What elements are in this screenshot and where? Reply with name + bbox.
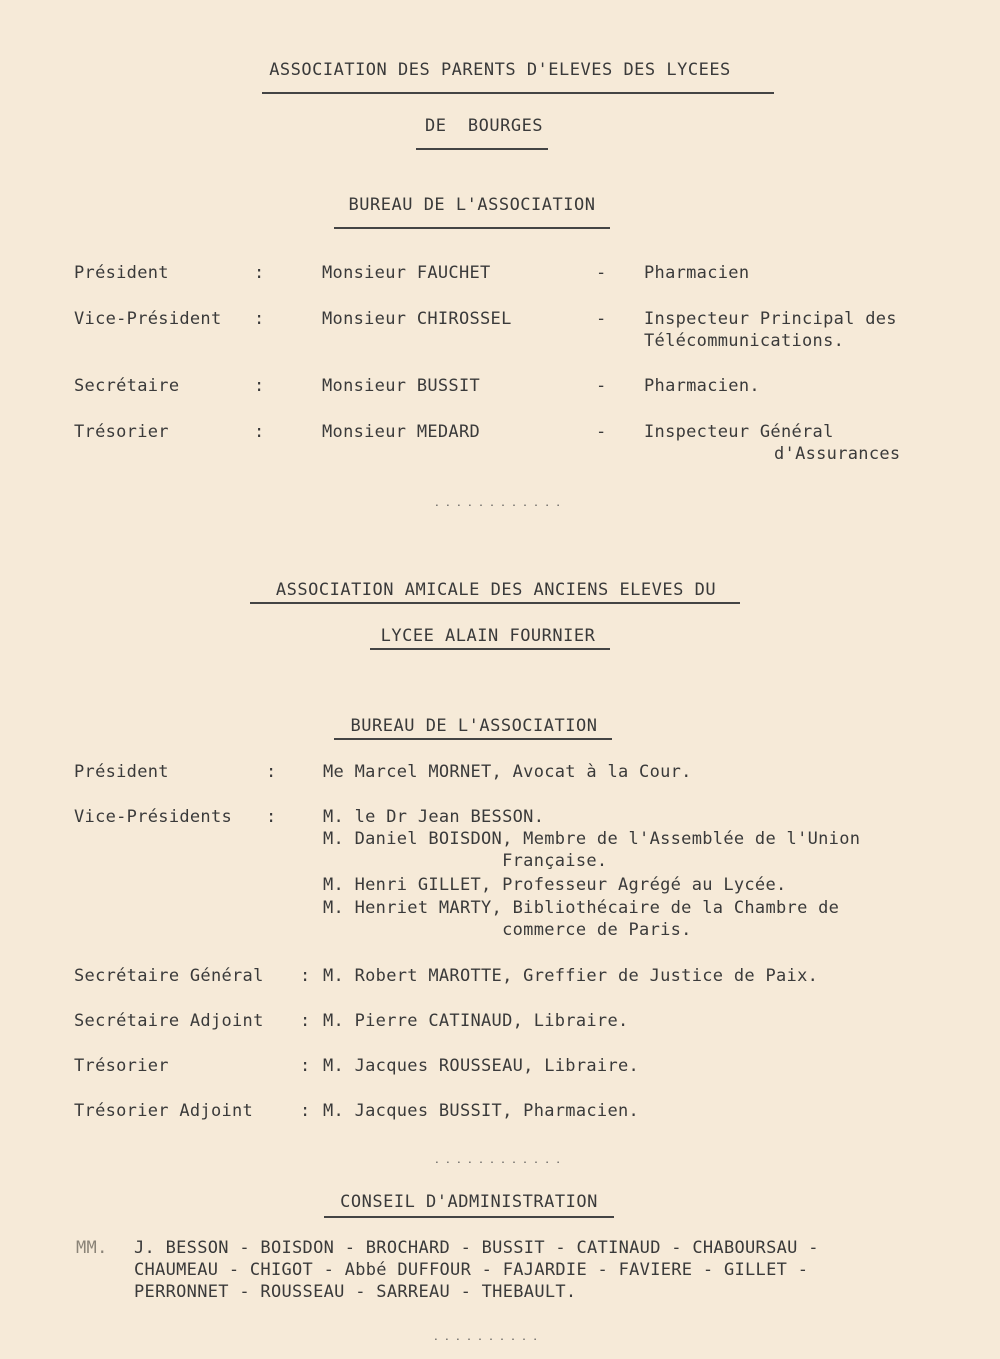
section1-subtitle-rule [334,227,610,229]
member-line: Me Marcel MORNET, Avocat à la Cour. [323,762,692,782]
separator: : [254,263,265,283]
dash: - [596,422,607,442]
member-line: M. Jacques ROUSSEAU, Libraire. [323,1056,640,1076]
profession-cont: d'Assurances [774,444,901,464]
section3-title: CONSEIL D'ADMINISTRATION [340,1192,598,1212]
section2-title-rule [250,602,740,604]
member-name: Monsieur CHIROSSEL [322,309,512,329]
role-label: Vice-Présidents [74,807,233,827]
role-label: Secrétaire [74,376,180,396]
dash: - [596,263,607,283]
member-line: M. Henri GILLET, Professeur Agrégé au Lycée. [323,875,787,895]
member-line: M. Daniel BOISDON, Membre de l'Assemblée de l'Union [323,829,861,849]
member-name: Monsieur FAUCHET [322,263,491,283]
section3-title-rule [324,1216,614,1218]
member-line: M. Jacques BUSSIT, Pharmacien. [323,1101,640,1121]
dash: - [596,376,607,396]
section2-separator-dots: ............ [433,1155,567,1166]
separator: : [300,1011,311,1031]
section1-subtitle: BUREAU DE L'ASSOCIATION [348,195,596,215]
section2-title-line2: LYCEE ALAIN FOURNIER [380,626,596,646]
member-line: M. Henriet MARTY, Bibliothécaire de la Chambre de [323,898,840,918]
member-line: M. Pierre CATINAUD, Libraire. [323,1011,629,1031]
section1-line2-rule [416,148,548,150]
profession-cont: Télécommunications. [644,331,845,351]
separator: : [300,1056,311,1076]
role-label: Secrétaire Adjoint [74,1011,264,1031]
role-label: Président [74,762,169,782]
section2-title-line1: ASSOCIATION AMICALE DES ANCIENS ELEVES DU [275,580,717,600]
section1-title-line2: DE BOURGES [424,116,544,136]
council-prefix: MM. [76,1238,108,1258]
section2-subtitle: BUREAU DE L'ASSOCIATION [350,716,598,736]
profession: Inspecteur Général [644,422,834,442]
council-line: CHAUMEAU - CHIGOT - Abbé DUFFOUR - FAJARDIE - FAVIERE - GILLET - [134,1260,809,1280]
council-line: PERRONNET - ROUSSEAU - SARREAU - THEBAULT. [134,1282,577,1302]
profession: Pharmacien [644,263,750,283]
dash: - [596,309,607,329]
role-label: Vice-Président [74,309,222,329]
section2-line2-rule [370,648,610,650]
member-line: Française. [323,851,608,871]
separator: : [266,762,277,782]
member-name: Monsieur BUSSIT [322,376,481,396]
role-label: Trésorier [74,1056,169,1076]
separator: : [254,309,265,329]
separator: : [254,422,265,442]
profession: Inspecteur Principal des [644,309,897,329]
role-label: Trésorier [74,422,169,442]
section2-subtitle-rule [334,738,612,740]
separator: : [254,376,265,396]
section3-separator-dots: .......... [432,1332,544,1343]
separator: : [300,966,311,986]
role-label: Secrétaire Général [74,966,264,986]
member-line: M. le Dr Jean BESSON. [323,807,545,827]
separator: : [300,1101,311,1121]
section1-separator-dots: ............ [433,498,567,509]
separator: : [266,807,277,827]
member-name: Monsieur MEDARD [322,422,481,442]
role-label: Président [74,263,169,283]
profession: Pharmacien. [644,376,760,396]
role-label: Trésorier Adjoint [74,1101,254,1121]
member-line: M. Robert MAROTTE, Greffier de Justice de Paix. [323,966,819,986]
member-line: commerce de Paris. [323,920,692,940]
section1-title-line1: ASSOCIATION DES PARENTS D'ELEVES DES LYCEES [269,60,731,80]
section1-title-rule [262,92,774,94]
council-line: J. BESSON - BOISDON - BROCHARD - BUSSIT - CATINAUD - CHABOURSAU - [134,1238,819,1258]
